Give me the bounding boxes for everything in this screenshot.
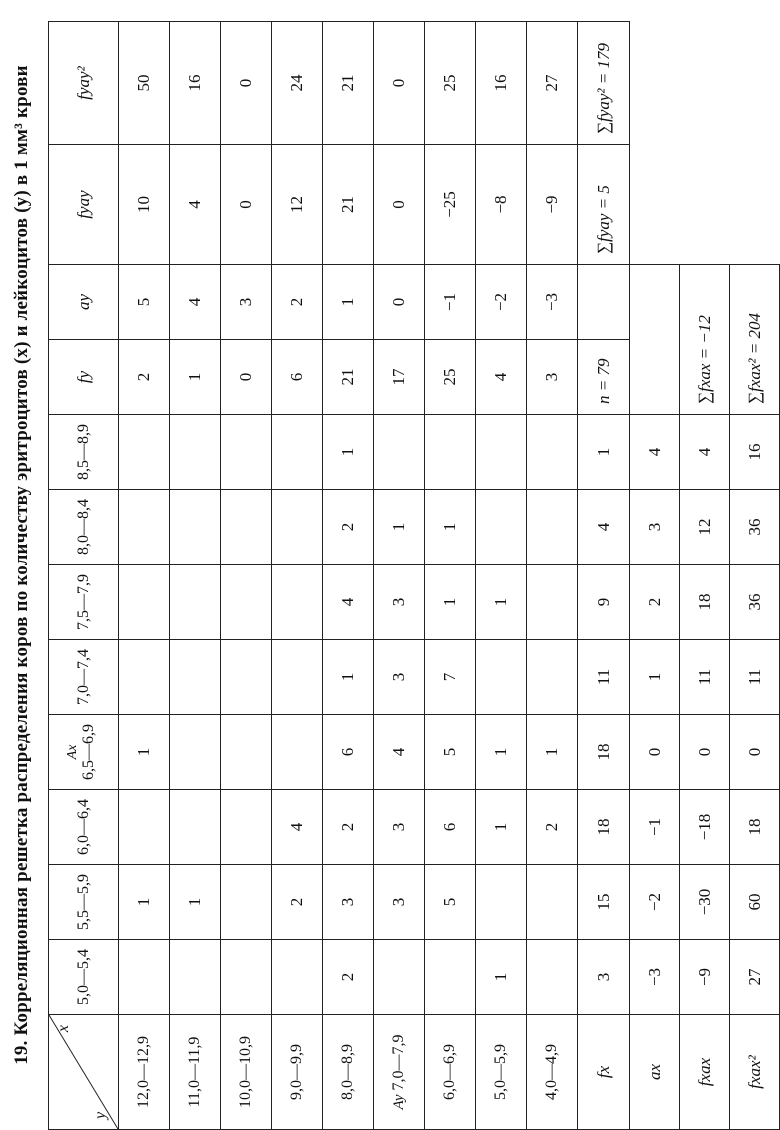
frequency-cell (272, 640, 323, 715)
frequency-cell (221, 565, 272, 640)
fy-header (49, 340, 119, 415)
corner-y-label: y (92, 1111, 109, 1119)
fyay2-cell: 50 (119, 22, 170, 145)
frequency-cell (272, 565, 323, 640)
frequency-cell (272, 490, 323, 565)
table-caption: 19. Корреляционная решетка распределения коров по количеству эритроцитов (x) и лейкоцитов (y) в 1 мм³ крови (11, 65, 32, 1065)
n-total-cell (578, 340, 630, 415)
frequency-cell: 1 (425, 565, 476, 640)
fy-cell: 3 (527, 340, 578, 415)
summary-value-cell: 12 (680, 490, 730, 565)
fyay-cell: 21 (323, 145, 374, 265)
y-interval-label: 9,0—9,9 (288, 1044, 305, 1100)
fyay2-cell: 16 (476, 22, 527, 145)
ay-header-text: ay (73, 293, 93, 311)
fyay2-header-text: fyay² (73, 66, 93, 100)
sum-fyay2-text: ∑fyay² = 179 (593, 42, 613, 134)
frequency-cell (527, 940, 578, 1015)
sum-fyay-cell (578, 145, 630, 265)
frequency-cell (170, 640, 221, 715)
ay-header (49, 265, 119, 340)
summary-row-label (578, 1015, 630, 1130)
empty-area (730, 22, 780, 265)
summary-value-cell: 11 (730, 640, 780, 715)
fyay-header (49, 145, 119, 265)
fyay2-cell: 0 (374, 22, 425, 145)
frequency-cell (272, 940, 323, 1015)
data-row (425, 22, 476, 1130)
fyay-cell: 0 (221, 145, 272, 265)
y-interval-label: 12,0—12,9 (135, 1036, 152, 1108)
fyay-cell: −9 (527, 145, 578, 265)
frequency-cell: 2 (323, 490, 374, 565)
frequency-cell: 6 (323, 715, 374, 790)
summary-value-cell: −30 (680, 865, 730, 940)
summary-row-label-text: ax (644, 1063, 664, 1081)
frequency-cell (476, 865, 527, 940)
ay-cell: 5 (119, 265, 170, 340)
x-header-6: 8,0—8,4 (49, 490, 119, 565)
y-interval-cell (527, 1015, 578, 1130)
y-interval-cell (221, 1015, 272, 1130)
frequency-cell: 1 (170, 865, 221, 940)
frequency-cell: 2 (323, 790, 374, 865)
fyay-cell: 12 (272, 145, 323, 265)
y-interval-cell (425, 1015, 476, 1130)
correlation-grid (48, 22, 764, 1130)
frequency-cell: 4 (323, 565, 374, 640)
summary-value-cell: 0 (680, 715, 730, 790)
frequency-cell: 1 (527, 715, 578, 790)
fyay2-cell: 0 (221, 22, 272, 145)
empty-area (630, 22, 680, 265)
frequency-cell: 3 (374, 790, 425, 865)
ay-cell: 1 (323, 265, 374, 340)
data-row (221, 22, 272, 1130)
summary-value-cell: 4 (578, 490, 630, 565)
frequency-cell (425, 940, 476, 1015)
frequency-cell (374, 940, 425, 1015)
frequency-cell (527, 640, 578, 715)
summary-value-cell: 60 (730, 865, 780, 940)
frequency-cell (119, 565, 170, 640)
summary-value-cell: 36 (730, 565, 780, 640)
ay-cell: 0 (374, 265, 425, 340)
x-header-4: 7,0—7,4 (49, 640, 119, 715)
sum-fxax-cell (680, 265, 730, 415)
frequency-cell (170, 790, 221, 865)
summary-value-cell: 4 (630, 415, 680, 490)
blank-cell (578, 265, 630, 340)
frequency-cell (374, 415, 425, 490)
frequency-cell: 3 (374, 565, 425, 640)
summary-value-cell: 0 (630, 715, 680, 790)
y-interval-label: 11,0—11,9 (186, 1036, 203, 1108)
header-row (49, 22, 119, 1130)
frequency-cell: 3 (374, 640, 425, 715)
summary-row (680, 22, 730, 1130)
corner-x-label: x (55, 1025, 72, 1033)
frequency-cell (527, 865, 578, 940)
summary-row-label (630, 1015, 680, 1130)
frequency-cell (221, 715, 272, 790)
summary-value-cell: 1 (630, 640, 680, 715)
y-interval-label: 5,0—5,9 (492, 1044, 509, 1100)
correlation-table (48, 21, 780, 1130)
summary-row (730, 22, 780, 1130)
frequency-cell: 1 (323, 640, 374, 715)
fyay2-header (49, 22, 119, 145)
x-header-3 (49, 715, 119, 790)
frequency-cell (221, 640, 272, 715)
summary-value-cell: 11 (578, 640, 630, 715)
frequency-cell: 1 (119, 715, 170, 790)
frequency-cell: 2 (527, 790, 578, 865)
data-row (374, 22, 425, 1130)
fyay-cell: −8 (476, 145, 527, 265)
sum-fxax2-text: ∑fxax² = 204 (744, 312, 764, 404)
fyay-cell: 10 (119, 145, 170, 265)
summary-value-cell: 18 (730, 790, 780, 865)
frequency-cell (272, 715, 323, 790)
frequency-cell: 3 (374, 865, 425, 940)
fyay2-cell: 27 (527, 22, 578, 145)
frequency-cell (221, 490, 272, 565)
fy-cell: 2 (119, 340, 170, 415)
y-interval-cell (119, 1015, 170, 1130)
ay-cell: −2 (476, 265, 527, 340)
summary-row-label-text: fx (593, 1065, 613, 1079)
frequency-cell (527, 415, 578, 490)
fy-cell: 6 (272, 340, 323, 415)
frequency-cell: 1 (476, 565, 527, 640)
summary-row-label (680, 1015, 730, 1130)
frequency-cell (119, 940, 170, 1015)
y-interval-label: 6,0—6,9 (441, 1044, 458, 1100)
frequency-cell (170, 715, 221, 790)
summary-value-cell: −2 (630, 865, 680, 940)
frequency-cell: 1 (425, 490, 476, 565)
x-header-3-label: 6,5—6,9 (79, 724, 97, 780)
data-row (170, 22, 221, 1130)
fy-cell: 0 (221, 340, 272, 415)
summary-value-cell: 3 (630, 490, 680, 565)
ay-cell: −3 (527, 265, 578, 340)
summary-value-cell: 36 (730, 490, 780, 565)
summary-value-cell: 27 (730, 940, 780, 1015)
summary-row-label-text: fxax² (744, 1055, 764, 1089)
frequency-cell: 2 (323, 940, 374, 1015)
x-header-5: 7,5—7,9 (49, 565, 119, 640)
summary-value-cell: 16 (730, 415, 780, 490)
frequency-cell: 5 (425, 715, 476, 790)
fy-cell: 4 (476, 340, 527, 415)
frequency-cell: 1 (476, 715, 527, 790)
ay-cell: 3 (221, 265, 272, 340)
frequency-cell (119, 640, 170, 715)
ay-cell: −1 (425, 265, 476, 340)
ay-marker: Ay (391, 1094, 407, 1110)
summary-value-cell: 9 (578, 565, 630, 640)
fy-cell: 1 (170, 340, 221, 415)
frequency-cell: 4 (374, 715, 425, 790)
summary-row-label (730, 1015, 780, 1130)
frequency-cell: 1 (119, 865, 170, 940)
frequency-cell (476, 415, 527, 490)
data-row (272, 22, 323, 1130)
frequency-cell (221, 790, 272, 865)
frequency-cell: 1 (476, 940, 527, 1015)
frequency-cell (425, 415, 476, 490)
corner-cell (49, 1015, 119, 1130)
frequency-cell (170, 415, 221, 490)
y-interval-cell (323, 1015, 374, 1130)
frequency-cell (221, 415, 272, 490)
frequency-cell (476, 490, 527, 565)
data-row (323, 22, 374, 1130)
empty-area (680, 22, 730, 265)
frequency-cell (221, 940, 272, 1015)
summary-value-cell: 15 (578, 865, 630, 940)
x-header-1: 5,5—5,9 (49, 865, 119, 940)
y-interval-cell (272, 1015, 323, 1130)
summary-value-cell: 1 (578, 415, 630, 490)
summary-row (630, 22, 680, 1130)
sum-fyay-text: ∑fyay = 5 (593, 185, 613, 254)
frequency-cell (170, 565, 221, 640)
y-interval-label: 8,0—8,9 (339, 1044, 356, 1100)
y-interval-label: 7,0—7,9 (390, 1034, 407, 1091)
fy-cell: 21 (323, 340, 374, 415)
frequency-cell (527, 490, 578, 565)
summary-value-cell: 2 (630, 565, 680, 640)
y-interval-cell (170, 1015, 221, 1130)
frequency-cell: 3 (323, 865, 374, 940)
frequency-cell (476, 640, 527, 715)
summary-value-cell: 18 (578, 715, 630, 790)
summary-value-cell: −3 (630, 940, 680, 1015)
fyay2-cell: 25 (425, 22, 476, 145)
y-interval-label: 10,0—10,9 (237, 1036, 254, 1108)
frequency-cell: 2 (272, 865, 323, 940)
x-header-7: 8,5—8,9 (49, 415, 119, 490)
sum-fxax-text: ∑fxax = −12 (694, 315, 714, 404)
summary-value-cell: 18 (680, 565, 730, 640)
frequency-cell (221, 865, 272, 940)
frequency-cell (170, 490, 221, 565)
fyay-cell: 4 (170, 145, 221, 265)
summary-value-cell: −1 (630, 790, 680, 865)
fyay2-cell: 24 (272, 22, 323, 145)
y-interval-cell (374, 1015, 425, 1130)
data-row (119, 22, 170, 1130)
ax-marker: Ax (64, 744, 80, 760)
sum-fxax2-cell (730, 265, 780, 415)
summary-row (578, 22, 630, 1130)
frequency-cell (119, 415, 170, 490)
fyay-cell: 0 (374, 145, 425, 265)
frequency-cell: 6 (425, 790, 476, 865)
summary-value-cell: 18 (578, 790, 630, 865)
x-header-0: 5,0—5,4 (49, 940, 119, 1015)
fyay-header-text: fyay (73, 190, 93, 219)
summary-value-cell: 11 (680, 640, 730, 715)
summary-value-cell: −18 (680, 790, 730, 865)
fyay2-cell: 16 (170, 22, 221, 145)
summary-value-cell: 4 (680, 415, 730, 490)
sum-fyay2-cell (578, 22, 630, 145)
data-row (476, 22, 527, 1130)
ay-cell: 2 (272, 265, 323, 340)
y-interval-cell (476, 1015, 527, 1130)
frequency-cell (527, 565, 578, 640)
fy-header-text: fy (73, 370, 93, 384)
frequency-cell: 4 (272, 790, 323, 865)
x-header-2: 6,0—6,4 (49, 790, 119, 865)
fy-cell: 25 (425, 340, 476, 415)
summary-row-label-text: fxax (694, 1057, 714, 1087)
fyay2-cell: 21 (323, 22, 374, 145)
fyay-cell: −25 (425, 145, 476, 265)
empty-area (630, 265, 680, 415)
summary-value-cell: 0 (730, 715, 780, 790)
frequency-cell: 1 (374, 490, 425, 565)
frequency-cell: 1 (476, 790, 527, 865)
frequency-cell (119, 790, 170, 865)
frequency-cell (119, 490, 170, 565)
y-interval-label: 4,0—4,9 (543, 1044, 560, 1100)
summary-value-cell: 3 (578, 940, 630, 1015)
frequency-cell: 7 (425, 640, 476, 715)
data-row (527, 22, 578, 1130)
frequency-cell: 5 (425, 865, 476, 940)
frequency-cell (170, 940, 221, 1015)
summary-value-cell: −9 (680, 940, 730, 1015)
frequency-cell: 1 (323, 415, 374, 490)
fy-cell: 17 (374, 340, 425, 415)
frequency-cell (272, 415, 323, 490)
ay-cell: 4 (170, 265, 221, 340)
n-total-text: n = 79 (593, 358, 613, 404)
